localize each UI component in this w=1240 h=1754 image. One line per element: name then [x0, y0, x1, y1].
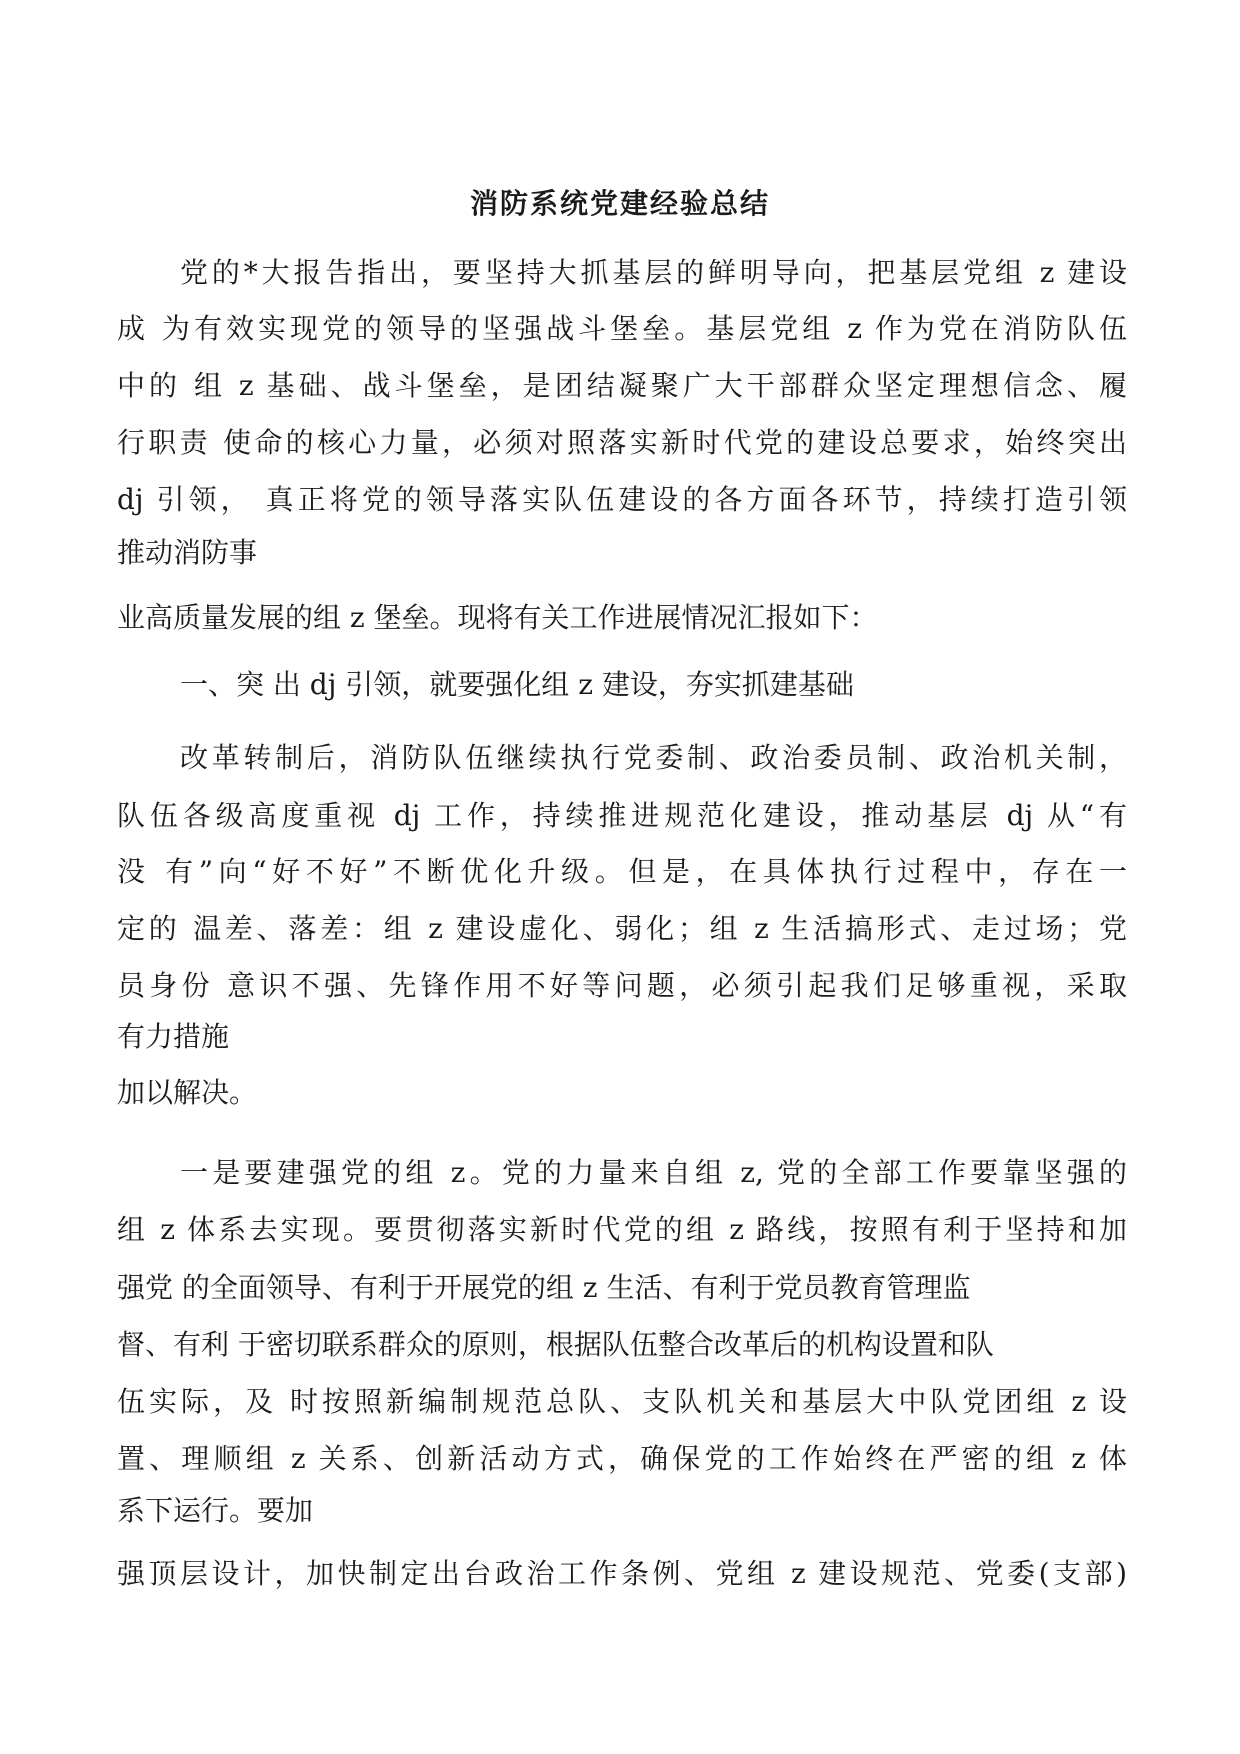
paragraph-line: 行职责 使命的核心力量，必须对照落实新时代党的建设总要求，始终突出 — [117, 426, 1127, 459]
paragraph-line: 一是要建强党的组 z。党的力量来自组 z, 党的全部工作要靠坚强的 — [180, 1156, 1127, 1189]
paragraph-line: 队伍各级高度重视 dj 工作，持续推进规范化建设，推动基层 dj 从“有 — [117, 799, 1127, 832]
paragraph-line: 置、理顺组 z 关系、创新活动方式，确保党的工作始终在严密的组 z 体 — [117, 1442, 1127, 1475]
paragraph-line: 督、有利 于密切联系群众的原则，根据队伍整合改革后的机构设置和队 — [117, 1328, 994, 1361]
paragraph-line: 强顶层设计，加快制定出台政治工作条例、党组 z 建设规范、党委(支部) — [117, 1557, 1127, 1590]
paragraph-line: dj 引领， 真正将党的领导落实队伍建设的各方面各环节，持续打造引领 — [117, 483, 1127, 516]
paragraph-line: 加以解决。 — [117, 1076, 258, 1109]
paragraph-line: 伍实际，及 时按照新编制规范总队、支队机关和基层大中队党团组 z 设 — [117, 1385, 1127, 1418]
paragraph-line: 有力措施 — [117, 1020, 230, 1053]
paragraph-line: 员身份 意识不强、先锋作用不好等问题，必须引起我们足够重视，采取 — [117, 969, 1127, 1002]
paragraph-line: 强党 的全面领导、有利于开展党的组 z 生活、有利于党员教育管理监 — [117, 1271, 971, 1304]
paragraph-line: 党的*大报告指出，要坚持大抓基层的鲜明导向，把基层党组 z 建设 — [180, 256, 1127, 289]
paragraph-line: 推动消防事 — [117, 536, 258, 569]
section-heading: 一、突 出 dj 引领，就要强化组 z 建设，夯实抓建基础 — [180, 668, 854, 701]
paragraph-line: 组 z 体系去实现。要贯彻落实新时代党的组 z 路线，按照有利于坚持和加 — [117, 1213, 1127, 1246]
paragraph-line: 改革转制后，消防队伍继续执行党委制、政治委员制、政治机关制， — [180, 741, 1127, 774]
document-title: 消防系统党建经验总结 — [469, 187, 770, 220]
paragraph-line: 中的 组 z 基础、战斗堡垒，是团结凝聚广大干部群众坚定理想信念、履 — [117, 369, 1127, 402]
paragraph-line: 业高质量发展的组 z 堡垒。现将有关工作进展情况汇报如下： — [117, 601, 878, 634]
paragraph-line: 定的 温差、落差：组 z 建设虚化、弱化；组 z 生活搞形式、走过场；党 — [117, 912, 1127, 945]
paragraph-line: 系下运行。要加 — [117, 1494, 314, 1527]
paragraph-line: 没 有”向“好不好”不断优化升级。但是，在具体执行过程中，存在一 — [117, 855, 1127, 888]
paragraph-line: 成 为有效实现党的领导的坚强战斗堡垒。基层党组 z 作为党在消防队伍 — [117, 312, 1127, 345]
